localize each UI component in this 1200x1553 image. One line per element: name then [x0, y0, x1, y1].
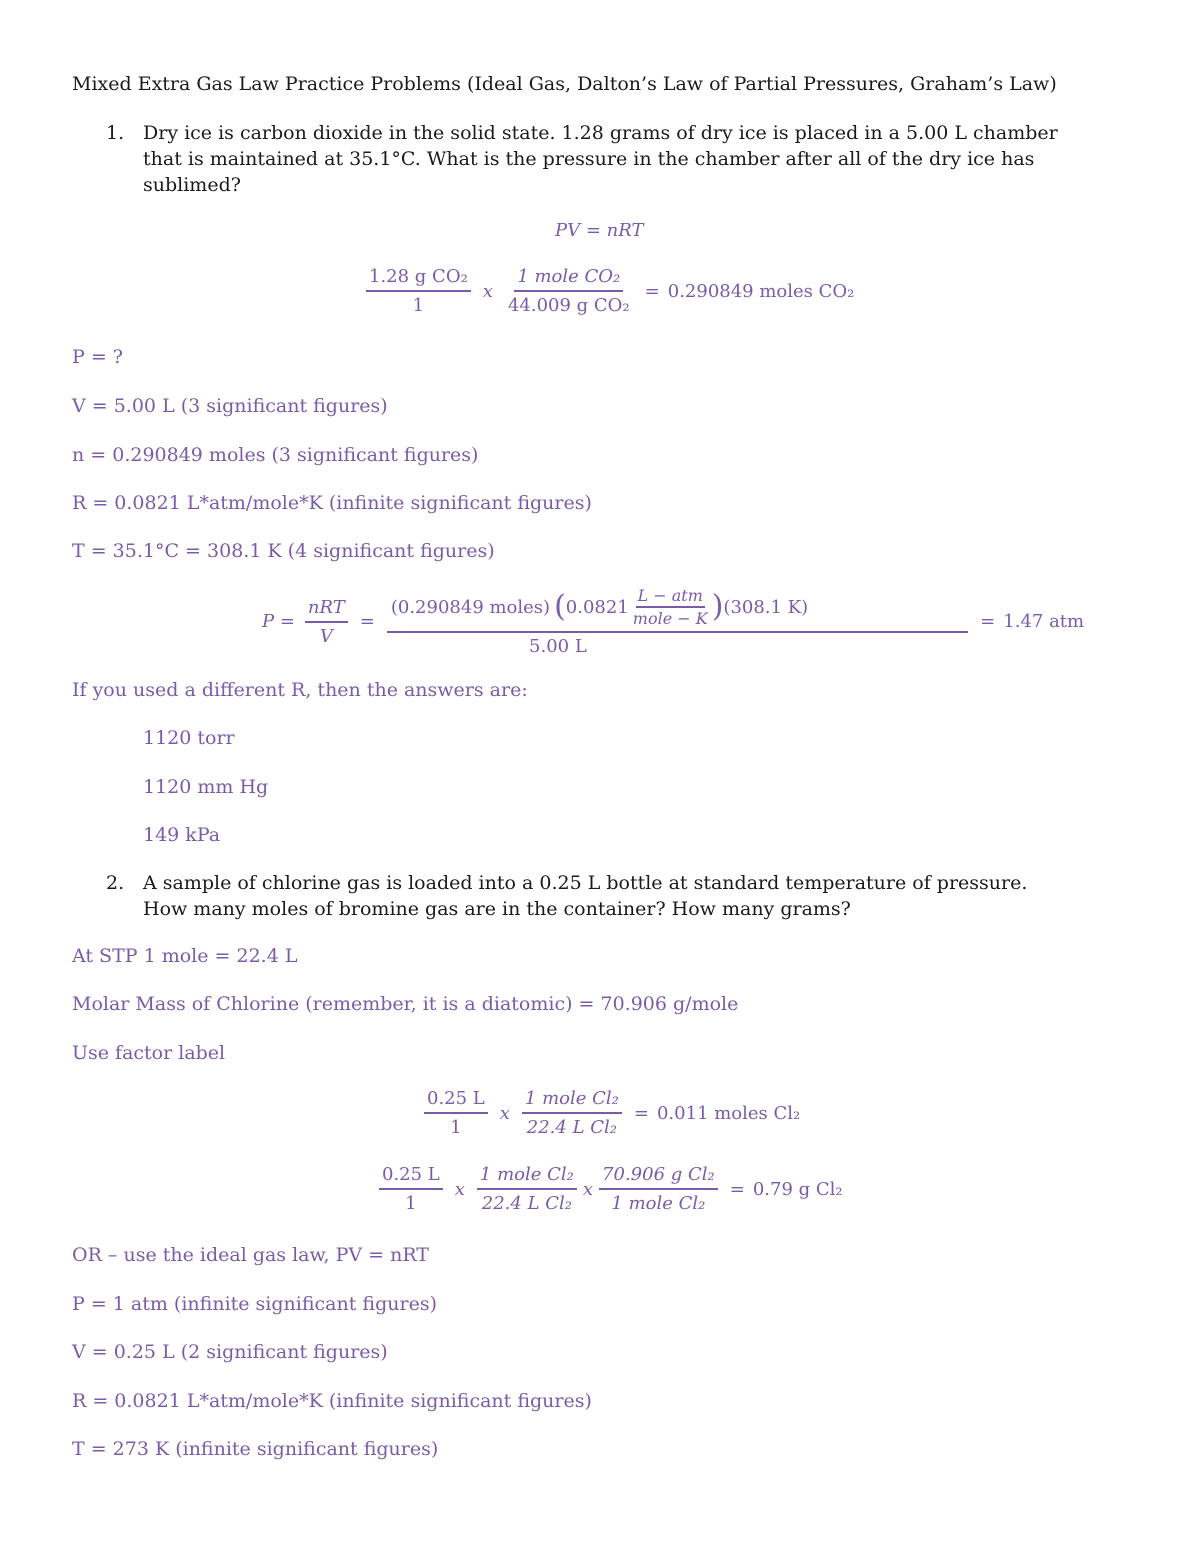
numerator: 70.906 g Cl₂ [599, 1164, 718, 1190]
denominator: 1 [412, 295, 425, 316]
numerator: 0.25 L [379, 1164, 443, 1190]
problem-2-text-line: A sample of chlorine gas is loaded into a 0.25 L bottle at standard temperature of pressure. [143, 872, 1028, 894]
moles-term: (0.290849 moles) [390, 596, 551, 618]
fraction [379, 1164, 443, 1214]
numerator: nRT [305, 597, 348, 623]
denominator: 44.009 g CO₂ [507, 295, 630, 316]
equals-sign: = [644, 280, 660, 302]
r-unit-fraction [631, 586, 710, 628]
equals-sign: = [359, 611, 375, 632]
equals-sign: = [633, 1102, 649, 1124]
variable-line: R = 0.0821 L*atm/mole*K (infinite significant figures) [72, 1390, 592, 1412]
alternative-method-note: OR – use the ideal gas law, PV = nRT [72, 1244, 429, 1266]
variable-line: R = 0.0821 L*atm/mole*K (infinite significant figures) [72, 492, 592, 514]
problem-1-text-line: sublimed? [143, 174, 241, 196]
r-value: 0.0821 [565, 596, 629, 618]
volume-term: 5.00 L [529, 636, 587, 657]
numerator: (0.290849 moles) ( 0.0821 $\frac{\text{L − atm}}{\text{mole − K}}$ ) (308.1 K) [387, 586, 968, 633]
cl2-grams-conversion [375, 1164, 843, 1214]
pressure-result: 1.47 atm [1003, 611, 1085, 632]
times-sign: x [454, 1178, 465, 1200]
numerator: 0.25 L [424, 1088, 488, 1114]
pressure-calculation [262, 586, 1084, 657]
denominator [529, 633, 679, 657]
problem-1-number: 1. [106, 122, 125, 144]
variable-line: n = 0.290849 moles (3 significant figures) [72, 444, 479, 466]
times-sign: x [499, 1102, 510, 1124]
denominator: 1 [450, 1117, 462, 1138]
alternate-answer: 149 kPa [143, 824, 221, 846]
denominator: 1 mole Cl₂ [611, 1193, 706, 1214]
times-sign: x [582, 1178, 594, 1200]
factor-label-note: Use factor label [72, 1042, 226, 1064]
ideal-gas-equation: PV = nRT [555, 220, 644, 241]
numerator: 1.28 g CO₂ [366, 266, 471, 292]
denominator: 22.4 L Cl₂ [526, 1117, 618, 1138]
problem-2-text-line: How many moles of bromine gas are in the container? How many grams? [143, 898, 851, 920]
variable-line: T = 273 K (infinite significant figures) [72, 1438, 439, 1460]
page-title: Mixed Extra Gas Law Practice Problems (Ideal Gas, Dalton’s Law of Partial Pressures, Graham’s Law) [72, 73, 1057, 95]
fraction [599, 1164, 718, 1214]
alternate-answer: 1120 mm Hg [143, 776, 269, 798]
fraction [424, 1088, 488, 1138]
conversion-result: 0.79 g Cl₂ [752, 1178, 843, 1200]
numerator: 1 mole Cl₂ [522, 1088, 622, 1114]
alternate-answer: 1120 torr [143, 727, 235, 749]
times-sign: x [482, 280, 493, 302]
temperature-term: (308.1 K) [723, 596, 809, 618]
variable-line: P = ? [72, 346, 123, 368]
conversion-result: 0.011 moles Cl₂ [656, 1102, 801, 1124]
variable-line: T = 35.1°C = 308.1 K (4 significant figures) [72, 540, 495, 562]
problem-2-number: 2. [106, 872, 125, 894]
conversion-result: 0.290849 moles CO₂ [667, 280, 855, 302]
equals-sign: = [980, 611, 996, 632]
variable-line: V = 0.25 L (2 significant figures) [72, 1341, 388, 1363]
problem-1-text-line: Dry ice is carbon dioxide in the solid state. 1.28 grams of dry ice is placed in a 5.00 L chamber [143, 122, 1058, 144]
co2-moles-conversion [362, 266, 854, 316]
numerator: 1 mole CO₂ [514, 266, 623, 292]
fraction [366, 266, 471, 316]
fraction [305, 597, 348, 647]
big-fraction [387, 586, 968, 657]
problem-1-text-line: that is maintained at 35.1°C. What is the pressure in the chamber after all of the dry ice has [143, 148, 1035, 170]
numerator: 1 mole Cl₂ [477, 1164, 577, 1190]
variable-line: V = 5.00 L (3 significant figures) [72, 395, 388, 417]
equals-sign: = [729, 1178, 745, 1200]
fraction [522, 1088, 622, 1138]
denominator: 22.4 L Cl₂ [481, 1193, 573, 1214]
denominator: V [319, 625, 333, 647]
fraction [505, 266, 633, 316]
denominator: mole − K [632, 609, 708, 628]
pressure-lhs: P = [262, 611, 295, 632]
alternate-intro: If you used a different R, then the answers are: [72, 679, 528, 701]
stp-note: At STP 1 mole = 22.4 L [72, 945, 298, 967]
denominator: 1 [405, 1193, 417, 1214]
numerator: L − atm [636, 586, 705, 608]
cl2-moles-conversion [420, 1088, 800, 1138]
fraction [477, 1164, 577, 1214]
variable-line: P = 1 atm (infinite significant figures) [72, 1293, 437, 1315]
molar-mass-note: Molar Mass of Chlorine (remember, it is a diatomic) = 70.906 g/mole [72, 993, 739, 1015]
